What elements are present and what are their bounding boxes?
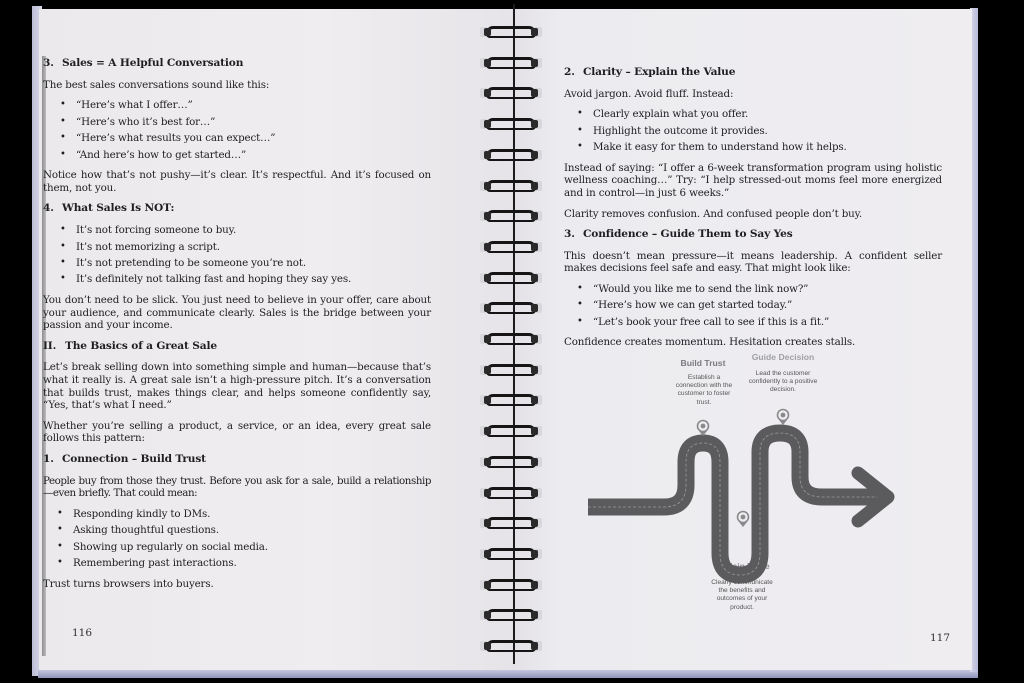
spiral-ring (480, 239, 542, 254)
winding-road-arrow-icon (586, 405, 906, 605)
location-pin-icon (698, 421, 709, 437)
spiral-ring (480, 208, 542, 223)
milestone-description: Establish a connection with the customer to foster trust. (675, 374, 733, 406)
list-item: • “Here’s what I offer…” (60, 99, 431, 112)
milestone-description: Clearly communicate the benefits and outcomes of your product. (711, 579, 773, 611)
part-number: II. (43, 339, 57, 352)
milestone-description: Lead the customer confidently to a positive decision. (748, 370, 818, 394)
list-item: • Clearly explain what you offer. (577, 108, 942, 121)
spiral-ring (480, 607, 542, 622)
list-item: • It’s not memorizing a script. (60, 241, 431, 254)
section-heading (43, 57, 431, 70)
spiral-ring (480, 270, 542, 285)
list-item: • Showing up regularly on social media. (57, 541, 431, 554)
paragraph: The best sales conversations sound like this: (43, 78, 270, 91)
page-number: 117 (930, 632, 951, 644)
spiral-ring (480, 178, 542, 193)
list-item: • “Here’s who it’s best for…” (60, 116, 431, 129)
spiral-ring (480, 423, 542, 438)
section-title: What Sales Is NOT: (62, 202, 175, 215)
spiral-ring (480, 55, 542, 70)
step-title: Confidence – Guide Them to Say Yes (583, 228, 793, 241)
spiral-ring (480, 116, 542, 131)
step-heading (564, 228, 942, 241)
milestone-label: Explain Value (714, 561, 770, 571)
section-title: Sales = A Helpful Conversation (62, 57, 244, 69)
paragraph: Instead of saying: “I offer a 6-week transformation program using holistic wellness coaching…” Try: “I help stressed-out moms feel more energized and in control—in just 6 weeks.” (564, 161, 942, 199)
left-page-content (43, 57, 431, 598)
list-item: • Highlight the outcome it provides. (577, 125, 942, 138)
location-pin-icon (778, 410, 789, 426)
paragraph: Confidence creates momentum. Hesitation creates stalls. (564, 336, 856, 349)
spiral-ring (480, 454, 542, 469)
bullet-list (60, 99, 431, 161)
step-number: 3. (564, 228, 575, 241)
cover-edge (38, 670, 978, 678)
spiral-ring (480, 147, 542, 162)
step-heading (564, 66, 942, 79)
paragraph: Trust turns browsers into buyers. (43, 577, 214, 590)
part-heading (43, 340, 431, 353)
sales-journey-infographic (586, 350, 906, 630)
spiral-ring (480, 577, 542, 592)
spiral-ring (480, 392, 542, 407)
bullet-list (60, 224, 431, 286)
step-heading (43, 453, 431, 466)
list-item: • It’s definitely not talking fast and hoping they say yes. (60, 273, 431, 286)
right-page-content (564, 66, 942, 357)
spiral-ring (480, 485, 542, 500)
spiral-ring (480, 331, 542, 346)
list-item: • “Here’s how we can get started today.” (577, 299, 942, 312)
spiral-binding (474, 18, 544, 658)
spiral-ring (480, 546, 542, 561)
step-number: 2. (564, 66, 575, 78)
list-item: • It’s not pretending to be someone you’re not. (60, 257, 431, 270)
spiral-ring (480, 362, 542, 377)
list-item: • Make it easy for them to understand how it helps. (577, 141, 942, 154)
list-item: • Responding kindly to DMs. (57, 508, 431, 521)
section-heading (43, 202, 431, 215)
paragraph: People buy from those they trust. Before you ask for a sale, build a relationship—even briefly. That could mean: (43, 474, 431, 500)
spiral-ring (480, 638, 542, 653)
spiral-ring (480, 515, 542, 530)
list-item: • “Would you like me to send the link now?” (577, 283, 942, 296)
milestone-label: Build Trust (680, 358, 726, 368)
bullet-list (57, 508, 431, 570)
list-item: • “Here’s what results you can expect…” (60, 132, 431, 145)
section-number: 4. (43, 202, 54, 215)
bullet-list (577, 108, 942, 154)
spiral-ring (480, 24, 542, 39)
bullet-list (577, 283, 942, 329)
part-title: The Basics of a Great Sale (65, 339, 217, 352)
list-item: • “Let’s book your free call to see if this is a fit.” (577, 316, 942, 329)
list-item: • Asking thoughtful questions. (57, 524, 431, 537)
step-title: Clarity – Explain the Value (583, 66, 736, 78)
step-title: Connection – Build Trust (62, 453, 206, 465)
list-item: • Remembering past interactions. (57, 557, 431, 570)
spiral-ring (480, 300, 542, 315)
list-item: • “And here’s how to get started…” (60, 149, 431, 162)
paragraph: Clarity removes confusion. And confused people don’t buy. (564, 207, 863, 220)
milestone-label: Guide Decision (751, 352, 815, 362)
paragraph: You don’t need to be slick. You just need to believe in your offer, care about your audience, and communicate clearly. Sales is the bridge between your passion and your income. (43, 294, 431, 332)
paragraph: Whether you’re selling a product, a service, or an idea, every great sale follows this pattern: (43, 419, 431, 445)
spiral-ring (480, 85, 542, 100)
location-pin-icon (738, 512, 749, 528)
paragraph: Notice how that’s not pushy—it’s clear. It’s respectful. And it’s focused on them, not you. (43, 169, 431, 194)
list-item: • It’s not forcing someone to buy. (60, 224, 431, 237)
paragraph: Let’s break selling down into something simple and human—because that’s what it really is. A great sale isn’t a high-pressure pitch. It’s a conversation that builds trust, makes things clear, and helps someone confidently say, “Yes, that’s what I need.” (43, 361, 431, 412)
paragraph: Avoid jargon. Avoid fluff. Instead: (564, 87, 734, 100)
page-number: 116 (72, 627, 93, 639)
step-number: 1. (43, 453, 54, 465)
paragraph: This doesn’t mean pressure—it means leadership. A confident seller makes decisions feel safe and easy. That might look like: (564, 249, 942, 275)
section-number: 3. (43, 57, 54, 69)
